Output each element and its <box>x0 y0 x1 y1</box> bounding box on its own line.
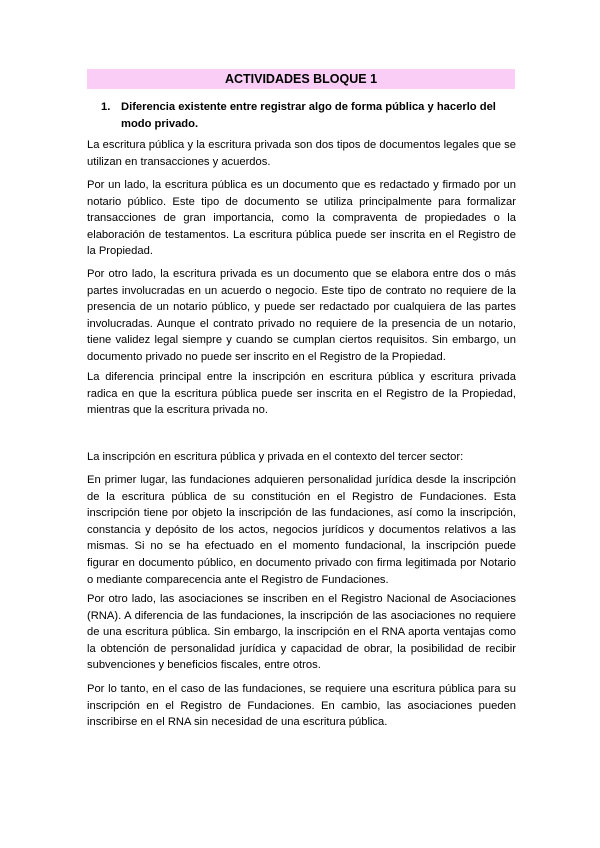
question-text: Diferencia existente entre registrar algo de forma pública y hacerlo del modo privado. <box>121 101 496 130</box>
paragraph-main-difference: La diferencia principal entre la inscripción en escritura pública y escritura privada radica en que la escritura pública puede ser inscrita en el Registro de la Propiedad, mientras que la escritura privada no. <box>87 371 516 417</box>
numbered-question <box>101 99 516 132</box>
paragraph-conclusion: Por lo tanto, en el caso de las fundaciones, se requiere una escritura pública para su inscripción en el Registro de Fundaciones. En cambio, las asociaciones pueden inscribirse en el RNA sin necesidad de una escritura pública. <box>87 683 516 729</box>
page-title: ACTIVIDADES BLOQUE 1 <box>87 69 515 89</box>
question-number: 1. <box>101 101 111 113</box>
paragraph-foundations: En primer lugar, las fundaciones adquieren personalidad jurídica desde la inscripción de la escritura pública de su constitución en el Registro de Fundaciones. Esta inscripción tiene por objeto la inscripción de las fundaciones, así como la inscripción, constancia y depósito de los actos, negocios jurídicos y documentos relativos a las mismas. Si no se ha efectuado en el momento fundacional, la inscripción puede figurar en documento público, en documento privado con firma legitimada por Notario o mediante comparecencia ante el Registro de Fundaciones. <box>87 474 516 586</box>
paragraph-third-sector-heading: La inscripción en escritura pública y privada en el contexto del tercer sector: <box>87 451 464 463</box>
paragraph-public-deed: Por un lado, la escritura pública es un documento que es redactado y firmado por un notario público. Este tipo de documento se utiliza principalmente para formalizar transacciones de gran importancia, como la compraventa de propiedades o la elaboración de testamentos. La escritura pública puede ser inscrita en el Registro de la Propiedad. <box>87 179 516 258</box>
paragraph-intro: La escritura pública y la escritura privada son dos tipos de documentos legales que se utilizan en transacciones y acuerdos. <box>87 139 516 168</box>
paragraph-associations: Por otro lado, las asociaciones se inscriben en el Registro Nacional de Asociaciones (RNA). A diferencia de las fundaciones, la inscripción de las asociaciones no requiere de una escritura pública. Sin embargo, la inscripción en el RNA aporta ventajas como la obtención de personalidad jurídica y capacidad de obrar, la posibilidad de recibir subvenciones y beneficios fiscales, entre otros. <box>87 593 516 672</box>
paragraph-private-deed: Por otro lado, la escritura privada es un documento que se elabora entre dos o más partes involucradas en un acuerdo o negocio. Este tipo de contrato no requiere de la presencia de un notario público, y puede ser redactado por cualquiera de las partes involucradas. Aunque el contrato privado no requiere de la presencia de un notario, tiene validez legal siempre y cuando se cumplan ciertos requisitos. Sin embargo, un documento privado no puede ser inscrito en el Registro de la Propiedad. <box>87 268 516 363</box>
